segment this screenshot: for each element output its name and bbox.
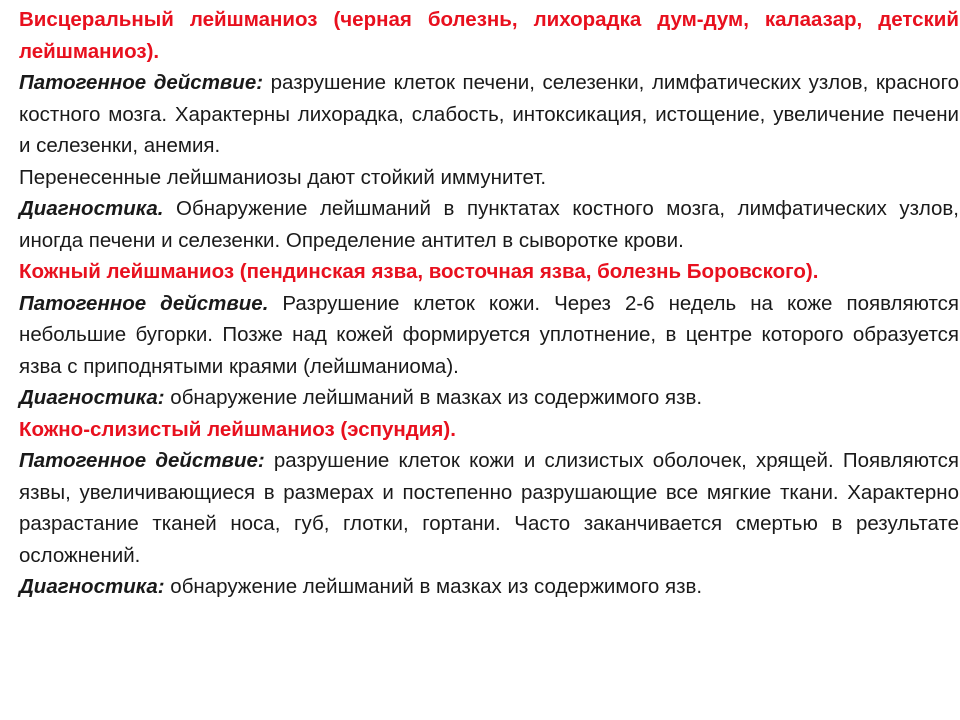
immunity-paragraph: Перенесенные лейшманиозы дают стойкий иммунитет.: [19, 165, 547, 189]
pathogenic-paragraph-visceral: [19, 67, 959, 162]
pathogenic-label: Патогенное действие:: [19, 449, 265, 472]
section-heading-visceral: Висцеральный лейшманиоз (черная болезнь, лихорадка дум-дум, калаазар, детский лейшманиоз).: [19, 8, 959, 63]
diagnostics-text: Обнаружение лейшманий в пунктатах костного мозга, лимфатических узлов, иногда печени и селезенки. Определение антител в сыворотке крови.: [19, 197, 959, 252]
diagnostics-paragraph-visceral: [19, 193, 959, 256]
pathogenic-paragraph-mucocutaneous: [19, 445, 959, 571]
diagnostics-label: Диагностика:: [19, 575, 165, 598]
diagnostics-paragraph-cutaneous: [19, 382, 959, 414]
diagnostics-text: обнаружение лейшманий в мазках из содержимого язв.: [164, 575, 703, 598]
slide-content: [19, 4, 959, 603]
pathogenic-paragraph-cutaneous: [19, 288, 959, 383]
diagnostics-label: Диагностика:: [19, 386, 165, 409]
diagnostics-paragraph-mucocutaneous: [19, 571, 959, 603]
diagnostics-text: обнаружение лейшманий в мазках из содержимого язв.: [164, 386, 703, 409]
pathogenic-label: Патогенное действие.: [19, 291, 269, 315]
pathogenic-text: разрушение клеток кожи и слизистых оболочек, хрящей. Появляются язвы, увеличивающиеся в размерах и постепенно разрушающие все мягкие ткани. Характерно разрастание тканей носа, губ, глотки, гортани. Часто заканчивается смертью в результате осложнений.: [19, 449, 959, 567]
section-heading-cutaneous: Кожный лейшманиоз (пендинская язва, восточная язва, болезнь Боровского).: [19, 260, 819, 283]
diagnostics-label: Диагностика.: [19, 197, 164, 220]
pathogenic-text: Разрушение клеток кожи. Через 2-6 недель на коже появляются небольшие бугорки. Позже над кожей формируется уплотнение, в центре которого образуется язва с приподнятыми краями (лейшманиома).: [19, 291, 959, 378]
pathogenic-label: Патогенное действие:: [19, 71, 264, 94]
section-heading-mucocutaneous: Кожно-слизистый лейшманиоз (эспундия).: [19, 417, 456, 441]
pathogenic-text: разрушение клеток печени, селезенки, лимфатических узлов, красного костного мозга. Характерны лихорадка, слабость, интоксикация, истощение, увеличение печени и селезенки, анемия.: [19, 71, 959, 157]
